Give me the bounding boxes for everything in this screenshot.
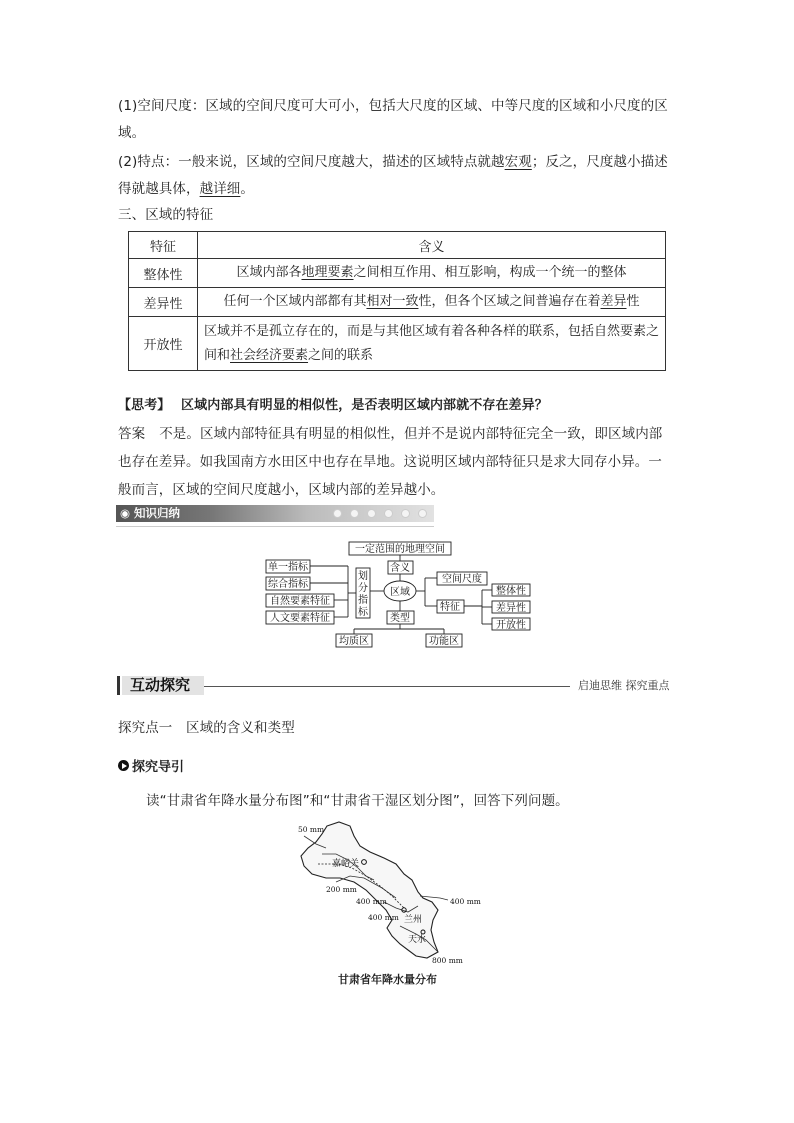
table-cell-name: 整体性 [129, 259, 198, 288]
banner-dot [401, 509, 410, 518]
underlined-term: 越详细 [199, 181, 241, 197]
diagram-label: 单一指标 [268, 562, 308, 573]
section-subtitle: 启迪思维 探究重点 [578, 679, 670, 692]
diagram-label: 功能区 [429, 636, 459, 647]
text-run: 区域并不是孤立存在的，而是与其他区域有着各种各样的联系，包括自然要素之间和 [204, 323, 660, 363]
gansu-precipitation-map [292, 818, 492, 988]
answer-line3: 般而言，区域的空间尺度越小，区域内部的差异越小。 [118, 482, 445, 498]
diagram-label: 划 [358, 571, 368, 582]
section-accent-bar [117, 676, 120, 695]
underlined-term: 社会经济要素 [230, 347, 309, 363]
map-caption: 甘肃省年降水量分布 [338, 973, 437, 986]
map-label: 800 mm [432, 956, 463, 965]
diagram-label: 区域 [390, 587, 410, 598]
map-label: 400 mm [368, 913, 399, 922]
concept-diagram [260, 538, 540, 650]
underlined-term: 相对一致 [366, 294, 419, 309]
map-label: 200 mm [326, 885, 357, 894]
banner-dot [384, 509, 393, 518]
banner-dot [350, 509, 359, 518]
diagram-label: 分 [358, 583, 368, 594]
map-label: 50 mm [298, 825, 325, 834]
text-run: 性 [626, 294, 640, 309]
map-label: 400 mm [356, 897, 387, 906]
scale-paragraph-line2 [118, 119, 145, 147]
section-divider [204, 686, 570, 687]
banner-label: ◉ 知识归纳 [120, 506, 181, 520]
banner-divider [116, 526, 434, 527]
guide-heading: 探究导引 [132, 760, 185, 775]
diagram-label: 一定范围的地理空间 [355, 544, 445, 555]
map-label: 400 mm [450, 897, 481, 906]
think-label: 【思考】 [118, 398, 171, 413]
text-run: 之间相互作用、相互影响，构成一个统一的整体 [353, 265, 627, 280]
text-run: 任何一个区域内部都有其 [223, 294, 367, 309]
read-instruction: 读“甘肃省年降水量分布图”和“甘肃省干湿区划分图”，回答下列问题。 [146, 793, 569, 809]
answer-text: 不是。区域内部特征具有明显的相似性，但并不是说内部特征完全一致，即区域内部 [159, 426, 663, 442]
banner-dot [418, 509, 427, 518]
table-row [129, 317, 666, 371]
table-cell-desc [198, 317, 666, 371]
city-label: 嘉峪关 [332, 859, 360, 869]
diagram-label: 自然要素特征 [270, 596, 330, 607]
feature-paragraph-line2 [118, 175, 254, 203]
table-cell-desc [198, 259, 666, 288]
table-header-cell: 含义 [198, 232, 666, 259]
underlined-term: 地理要素 [301, 265, 354, 280]
play-icon [118, 760, 129, 771]
scale-text: 域。 [118, 125, 146, 141]
think-line [118, 392, 548, 420]
diagram-label: 含义 [390, 563, 410, 574]
answer-line1 [118, 420, 662, 448]
underlined-term: 差异 [600, 294, 627, 309]
diagram-label: 指 [358, 595, 368, 606]
text-run: 得就越具体， [118, 181, 200, 197]
banner-dot [367, 509, 376, 518]
diagram-label: 类型 [390, 613, 410, 624]
answer-label: 答案 [118, 426, 146, 442]
scale-paragraph-line1 [118, 92, 668, 120]
banner-dot [333, 509, 342, 518]
table-row [129, 288, 666, 317]
diagram-label: 人文要素特征 [270, 613, 330, 624]
underlined-term: 宏观 [504, 154, 532, 170]
table-header-row [129, 232, 666, 259]
section-heading: 三、区域的特征 [118, 207, 214, 223]
city-label: 天水 [408, 935, 427, 945]
diagram-label: 综合指标 [268, 579, 308, 590]
text-run: ；反之，尺度越小描述 [531, 154, 668, 170]
features-table [128, 231, 666, 371]
diagram-label: 开放性 [496, 620, 526, 631]
diagram-label: 均质区 [339, 636, 369, 647]
text-run: (2)特点：一般来说，区域的空间尺度越大，描述的区域特点就越 [118, 154, 505, 170]
diagram-label: 特征 [440, 602, 460, 613]
text-run: 性，但各个区域之间普遍存在着 [418, 294, 601, 309]
table-cell-name: 差异性 [129, 288, 198, 317]
text-run: 区域内部各 [236, 265, 302, 280]
diagram-label: 整体性 [496, 586, 526, 597]
diagram-label: 空间尺度 [442, 574, 482, 585]
city-label: 兰州 [404, 915, 423, 925]
diagram-label: 差异性 [496, 603, 526, 614]
table-cell-desc [198, 288, 666, 317]
explore-point-heading: 探究点一 区域的含义和类型 [118, 720, 295, 736]
think-question: 区域内部具有明显的相似性，是否表明区域内部就不存在差异？ [181, 398, 548, 413]
text-run: 。 [240, 181, 255, 197]
diagram-label: 标 [358, 607, 368, 618]
table-cell-name: 开放性 [129, 317, 198, 371]
section-title: 互动探究 [130, 676, 191, 694]
feature-paragraph-line1 [118, 148, 668, 176]
answer-line2: 也存在差异。如我国南方水田区中也存在旱地。这说明区域内部特征只是求大同存小异。一 [118, 454, 662, 470]
text-run: 之间的联系 [308, 347, 374, 363]
table-row [129, 259, 666, 288]
table-header-cell: 特征 [129, 232, 198, 259]
knowledge-banner [116, 505, 434, 522]
scale-text: (1)空间尺度：区域的空间尺度可大可小，包括大尺度的区域、中等尺度的区域和小尺度的区 [118, 98, 668, 114]
